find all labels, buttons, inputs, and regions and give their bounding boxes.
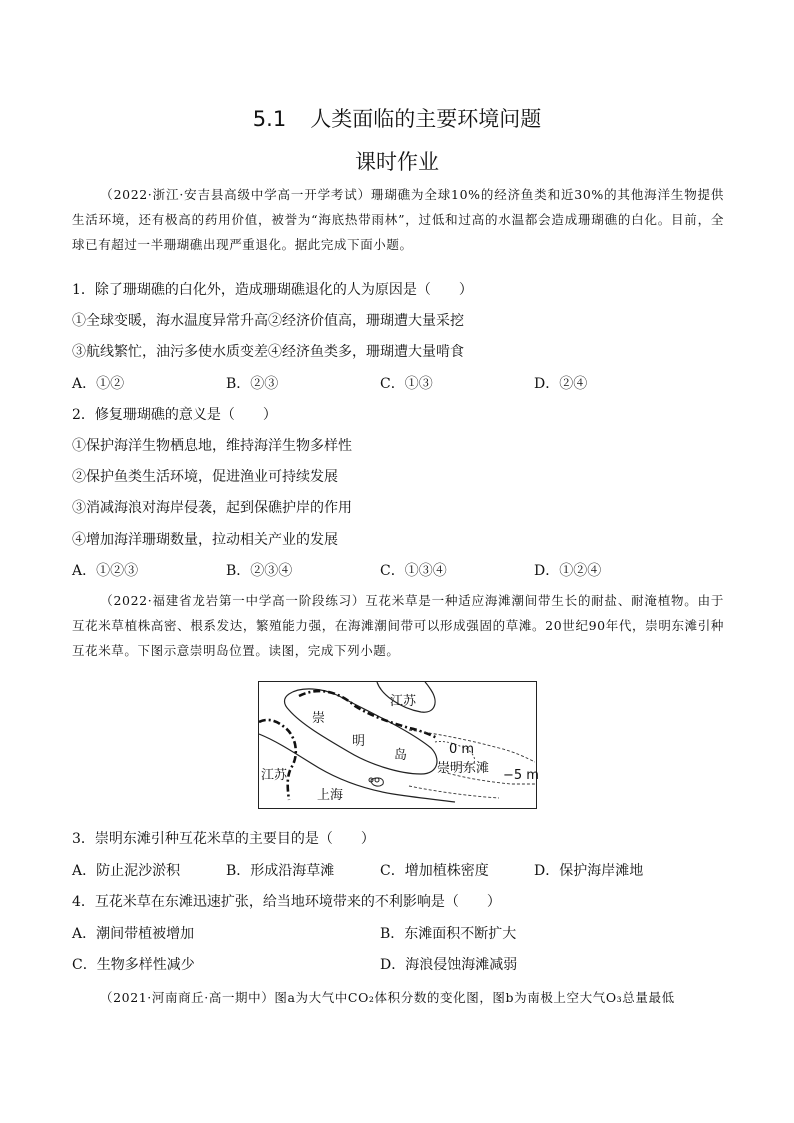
provincial-boundary-west xyxy=(259,720,296,800)
contour-shanghai-lower xyxy=(409,786,499,798)
map-label-ming: 明 xyxy=(352,734,366,749)
question-4-option-b[interactable]: B．东滩面积不断扩大 xyxy=(380,926,517,942)
question-4-option-d[interactable]: D．海浪侵蚀海滩减弱 xyxy=(380,957,518,973)
intro-passage-3 xyxy=(72,985,724,1010)
section-title xyxy=(0,103,794,133)
section-title-text: 人类面临的主要环境问题 xyxy=(310,107,542,131)
map-label-jiangsu-north: 江苏 xyxy=(390,694,417,709)
question-1-statements-b: ③航线繁忙，油污多使水质变差④经济鱼类多，珊瑚遭大量啃食 xyxy=(72,344,464,360)
map-label-dao: 岛 xyxy=(394,748,408,763)
question-4-stem: 4．互花米草在东滩迅速扩张，给当地环境带来的不利影响是（ ） xyxy=(72,894,501,910)
map-label-contour-0: 0 m xyxy=(449,742,475,757)
map-label-contour-minus-5: −5 m xyxy=(503,768,539,783)
question-2-option-b[interactable]: B．②③④ xyxy=(226,563,293,579)
map-label-jiangsu-west: 江苏 xyxy=(261,768,288,783)
question-3-stem: 3．崇明东滩引种互花米草的主要目的是（ ） xyxy=(72,831,375,847)
question-2-option-c[interactable]: C．①③④ xyxy=(380,563,447,579)
question-2-option-d[interactable]: D．①②④ xyxy=(534,563,602,579)
question-1-statements-a: ①全球变暖，海水温度异常升高②经济价值高，珊瑚遭大量采挖 xyxy=(72,313,464,329)
map-label-dongtan: 崇明东滩 xyxy=(437,761,490,776)
question-3-option-d[interactable]: D．保护海岸滩地 xyxy=(534,863,644,879)
intro-passage-1 xyxy=(72,182,724,257)
question-1-option-c[interactable]: C．①③ xyxy=(380,376,433,392)
question-2-statement-3: ③消减海浪对海岸侵袭，起到保礁护岸的作用 xyxy=(72,500,352,516)
islet-dot xyxy=(375,778,379,782)
question-2-statement-1: ①保护海洋生物栖息地，维持海洋生物多样性 xyxy=(72,438,352,454)
intro-passage-1-text: （2022·浙江·安吉县高级中学高一开学考试）珊瑚礁为全球10%的经济鱼类和近30%的其他海洋生物提供生活环境，还有极高的药用价值，被誉为“海底热带雨林”，过低和过高的水温都会造成珊瑚礁的白化。目前，全球已有超过一半珊瑚礁出现严重退化。据此完成下面小题。 xyxy=(72,187,724,252)
question-2-stem: 2．修复珊瑚礁的意义是（ ） xyxy=(72,407,277,423)
question-2-statement-4: ④增加海洋珊瑚数量，拉动相关产业的发展 xyxy=(72,532,338,548)
question-1-option-d[interactable]: D．②④ xyxy=(534,376,588,392)
intro-passage-2-text: （2022·福建省龙岩第一中学高一阶段练习）互花米草是一种适应海滩潮间带生长的耐盐、耐淹植物。由于互花米草植株高密、根系发达，繁殖能力强，在海滩潮间带可以形成强固的草滩。20世纪90年代，崇明东滩引种互花米草。下图示意崇明岛位置。读图，完成下列小题。 xyxy=(72,593,724,658)
question-1-option-a[interactable]: A．①② xyxy=(72,376,125,392)
intro-passage-3-text: （2021·河南商丘·高一期中）图a为大气中CO₂体积分数的变化图，图b为南极上空大气O₃总量最低 xyxy=(100,990,675,1005)
question-2-option-a[interactable]: A．①②③ xyxy=(72,563,139,579)
question-4-option-c[interactable]: C．生物多样性减少 xyxy=(72,957,195,973)
map-label-chong: 崇 xyxy=(312,711,326,726)
question-4-option-a[interactable]: A．潮间带植被增加 xyxy=(72,926,195,942)
question-3-option-a[interactable]: A．防止泥沙淤积 xyxy=(72,863,181,879)
question-3-option-c[interactable]: C．增加植株密度 xyxy=(380,863,489,879)
question-1-stem: 1．除了珊瑚礁的白化外，造成珊瑚礁退化的人为原因是（ ） xyxy=(72,282,473,298)
map-label-shanghai: 上海 xyxy=(317,788,344,803)
chongming-island-map xyxy=(258,681,537,809)
intro-passage-2 xyxy=(72,588,724,663)
page-subtitle: 课时作业 xyxy=(355,150,439,174)
question-2-statement-2: ②保护鱼类生活环境，促进渔业可持续发展 xyxy=(72,469,338,485)
section-number: 5.1 xyxy=(252,107,287,131)
question-1-option-b[interactable]: B．②③ xyxy=(226,376,279,392)
question-3-option-b[interactable]: B．形成沿海草滩 xyxy=(226,863,335,879)
